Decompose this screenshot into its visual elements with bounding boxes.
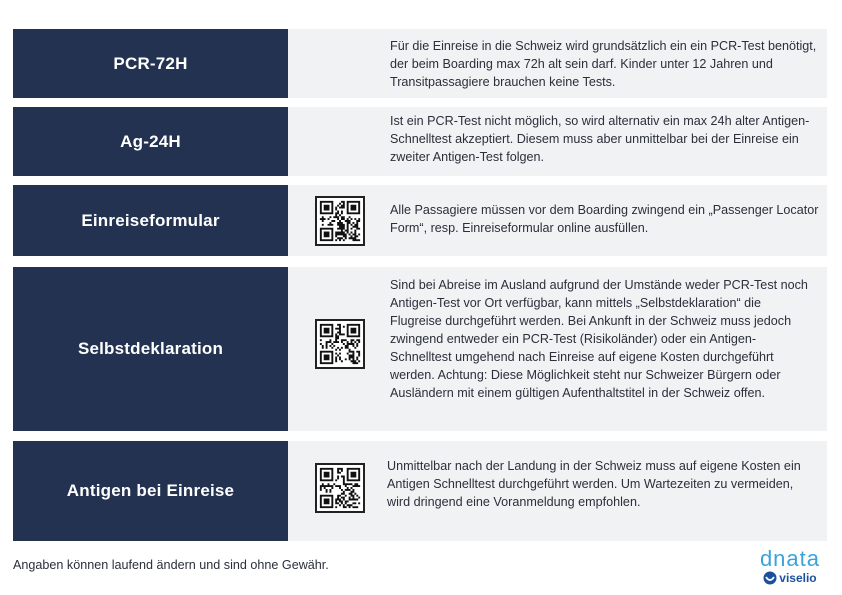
row-text: Alle Passagiere müssen vor dem Boarding zwingend ein „Passenger Locator Form“, resp. Einreiseformular online ausfüllen. <box>390 203 819 235</box>
row-label: Antigen bei Einreise <box>13 441 288 541</box>
qr-code-icon[interactable] <box>315 196 365 246</box>
viselio-logo <box>760 570 820 586</box>
info-row-einreiseformular <box>13 185 827 256</box>
row-label: PCR-72H <box>13 29 288 98</box>
row-label: Ag-24H <box>13 107 288 176</box>
info-row-antigen-24h <box>13 107 827 176</box>
info-row-pcr <box>13 29 827 98</box>
row-label: Einreiseformular <box>13 185 288 256</box>
brand-logo <box>760 548 820 586</box>
row-text: Für die Einreise in die Schweiz wird grundsätzlich ein ein PCR-Test benötigt, der beim Boarding max 72h alt sein darf. Kinder unter 12 Jahren und Transitpassagiere brauchen keine Tests. <box>390 39 817 89</box>
viselio-logo-text: viselio <box>779 571 817 585</box>
info-row-selbstdeklaration <box>13 267 827 431</box>
qr-pattern <box>317 321 363 367</box>
qr-pattern <box>317 198 363 244</box>
viselio-mark-icon <box>763 571 777 585</box>
info-row-antigen-einreise <box>13 441 827 541</box>
dnata-logo: dnata <box>759 546 820 571</box>
row-text: Ist ein PCR-Test nicht möglich, so wird alternativ ein max 24h alter Antigen-Schnelltest akzeptiert. Diesem muss aber unmittelbar bei der Einreise ein zweiter Antigen-Test folgen. <box>390 114 810 164</box>
disclaimer-note: Angaben können laufend ändern und sind ohne Gewähr. <box>13 558 329 572</box>
qr-pattern <box>317 465 363 511</box>
row-text: Unmittelbar nach der Landung in der Schweiz muss auf eigene Kosten ein Antigen Schnelltest durchgeführt werden. Um Wartezeiten zu vermeiden, wird dringend eine Voranmeldung empfohlen. <box>387 459 801 509</box>
row-label: Selbstdeklaration <box>13 267 288 431</box>
qr-code-icon[interactable] <box>315 319 365 369</box>
row-text: Sind bei Abreise im Ausland aufgrund der Umstände weder PCR-Test noch Antigen-Test vor Ort verfügbar, kann mittels „Selbstdeklaration“ die Flugreise durchgeführt werden. Bei Ankunft in der Schweiz muss jedoch zwingend entweder ein PCR-Test (Risikoländer) oder ein Antigen-Schnelltest umgehend nach Einreise auf eigene Kosten durchgeführt werden. Achtung: Diese Möglichkeit steht nur Schweizer Bürgern oder Ausländern mit einem gültigen Aufenthaltstitel in der Schweiz offen. <box>390 278 808 400</box>
qr-code-icon[interactable] <box>315 463 365 513</box>
